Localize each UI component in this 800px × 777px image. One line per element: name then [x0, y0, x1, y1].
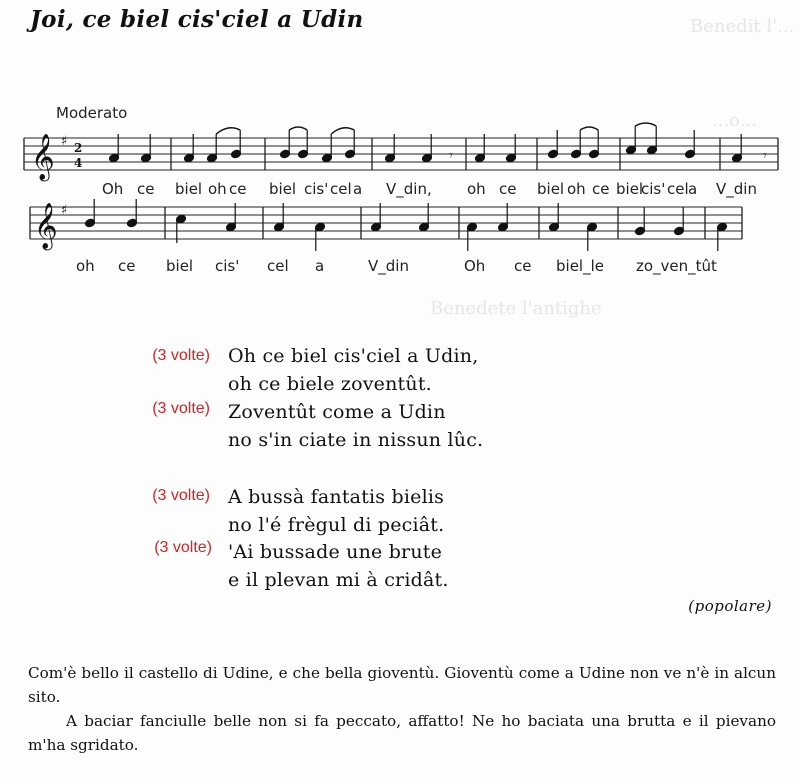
tempo-marking: Moderato: [56, 104, 128, 122]
lyric-syllable: cis': [304, 180, 329, 198]
verse-line: oh ce biele zoventût.: [228, 373, 432, 395]
lyric-syllable: Oh: [464, 257, 486, 275]
lyric-syllable: cel: [667, 180, 689, 198]
source-note: (popolare): [688, 597, 772, 615]
bleed-through-text: ...o...: [712, 110, 757, 131]
lyric-syllable: cel: [330, 180, 352, 198]
eighth-rest-icon: 𝄾: [763, 148, 767, 164]
lyric-syllable: ce: [118, 257, 136, 275]
verse-line: 'Ai bussade une brute: [228, 541, 443, 563]
verse-line: Oh ce biel cis'ciel a Udin,: [228, 345, 479, 367]
lyric-syllable: ce: [499, 180, 517, 198]
lyric-syllable: oh: [467, 180, 486, 198]
music-score: [0, 0, 800, 290]
lyric-syllable: cis': [641, 180, 666, 198]
italian-translation: [28, 661, 776, 757]
lyric-syllable: V_din: [716, 180, 757, 198]
bleed-through-text: Benedete l'antighe: [430, 298, 602, 319]
lyric-syllable: biel: [537, 180, 565, 198]
repeat-mark: (3 volte): [154, 539, 212, 556]
translation-paragraph-1: Com'è bello il castello di Udine, e che bella gioventù. Gioventù come a Udine non ve n'è in alcun sito.: [28, 664, 776, 706]
treble-clef-icon: 𝄞: [34, 203, 58, 249]
song-title: Joi, ce biel cis'ciel a Udin: [30, 6, 364, 33]
verse-line: no l'é frègul di peciât.: [228, 514, 445, 536]
note-beam: [216, 128, 240, 134]
lyric-syllable: a: [688, 180, 698, 198]
eighth-rest-icon: 𝄾: [449, 148, 453, 164]
lyric-syllable: cis': [215, 257, 240, 275]
note-beam: [635, 123, 656, 126]
verse-line: A bussà fantatis bielis: [228, 486, 445, 508]
note-beam: [331, 128, 354, 134]
lyric-syllable: biel: [166, 257, 194, 275]
lyric-syllable: Oh: [102, 180, 124, 198]
lyric-syllable: oh: [567, 180, 586, 198]
lyric-syllable: oh: [208, 180, 227, 198]
lyric-syllable: ce: [229, 180, 247, 198]
lyric-syllable: a: [353, 180, 363, 198]
lyric-syllable: ce: [137, 180, 155, 198]
sharp-sign-icon: ♯: [61, 134, 68, 149]
verse-line: e il plevan mi à cridât.: [228, 569, 449, 591]
verse-line: Zoventût come a Udin: [228, 401, 446, 423]
lyric-syllable: V_din: [368, 257, 409, 275]
repeat-mark: (3 volte): [152, 347, 210, 364]
lyric-syllable: V_din,: [386, 180, 432, 198]
translation-paragraph-2: A baciar fanciulle belle non si fa peccato, affatto! Ne ho baciata una brutta e il pievano m'ha sgridato.: [28, 712, 776, 754]
lyric-syllable: biel_le: [556, 257, 604, 275]
lyrics-line-2: [0, 257, 800, 277]
lyric-syllable: a: [315, 257, 325, 275]
lyric-syllable: biel: [616, 180, 644, 198]
treble-clef-icon: 𝄞: [31, 134, 55, 180]
lyrics-line-1: [0, 180, 800, 200]
note-beam: [580, 127, 598, 130]
bleed-through-text: Benedit l'...: [690, 16, 795, 37]
lyric-syllable: cel: [267, 257, 289, 275]
lyric-syllable: biel: [269, 180, 297, 198]
repeat-mark: (3 volte): [152, 487, 210, 504]
verse-line: no s'in ciate in nissun lûc.: [228, 429, 484, 451]
lyric-syllable: ce: [592, 180, 610, 198]
time-signature-top: 2: [74, 141, 83, 155]
lyric-syllable: ce: [514, 257, 532, 275]
lyric-syllable: biel: [175, 180, 203, 198]
time-signature-bottom: 4: [74, 156, 83, 170]
lyric-syllable: zo_ven_tût: [636, 257, 717, 275]
staff-line-1: [24, 138, 778, 170]
sharp-sign-icon: ♯: [61, 203, 68, 218]
lyric-syllable: oh: [76, 257, 95, 275]
repeat-mark: (3 volte): [152, 400, 210, 417]
note-beam: [289, 127, 307, 130]
